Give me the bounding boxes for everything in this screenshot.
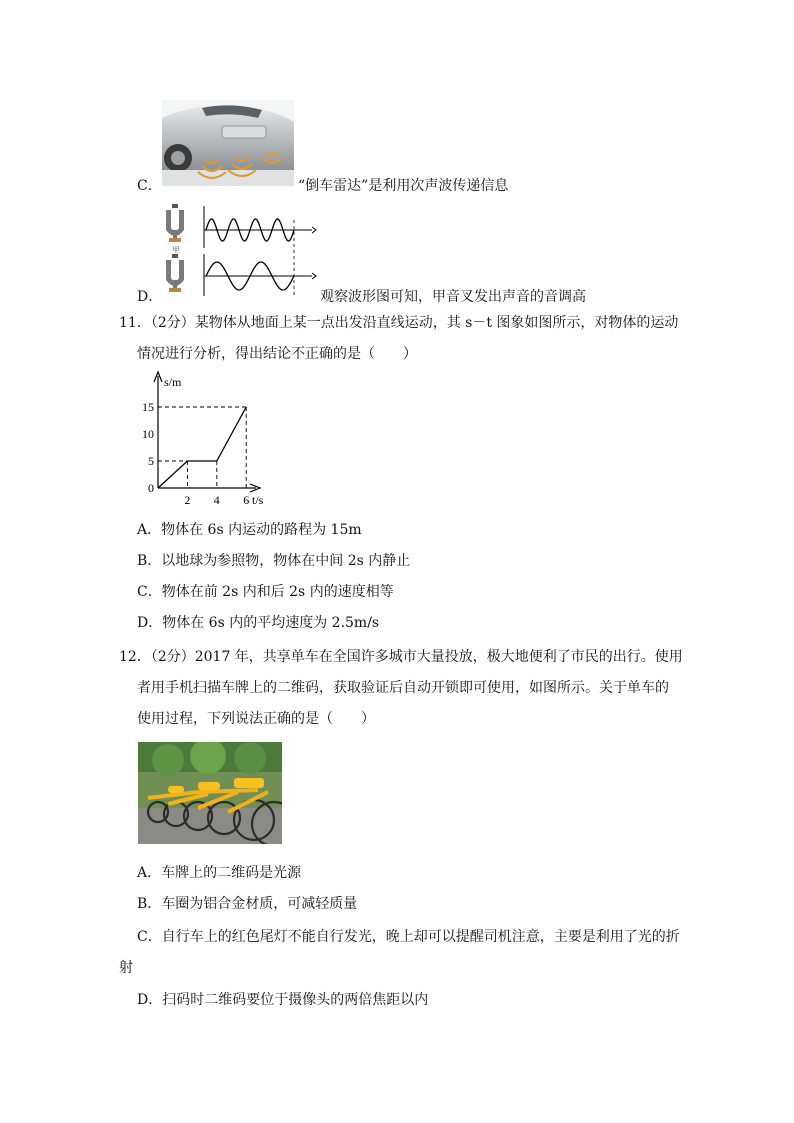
q12-option-a: A．车牌上的二维码是光源 <box>137 865 302 881</box>
q11-stem-line2: 情况进行分析，得出结论不正确的是（ ） <box>137 346 417 362</box>
y-tick-label: 5 <box>148 454 154 468</box>
fork-a-label: 甲 <box>172 246 180 254</box>
q12-option-c-line2: 射 <box>119 960 133 976</box>
tuning-fork-waveform-figure <box>162 200 318 300</box>
q12-option-c-line1: C．自行车上的红色尾灯不能自行发光，晚上却可以提醒司机注意，主要是利用了光的折 <box>137 929 680 945</box>
option-d-label: D． <box>137 289 163 305</box>
y-axis-label: s/m <box>164 375 182 389</box>
y-tick-label: 15 <box>142 400 154 414</box>
option-c-text: “倒车雷达”是利用次声波传递信息 <box>298 178 509 194</box>
x-tick-label: 6 <box>243 493 250 507</box>
series-line <box>158 407 246 488</box>
q11-stem-line1: 11．（2分）某物体从地面上某一点出发沿直线运动，其 s－t 图象如图所示，对物体的运动 <box>119 315 679 331</box>
q11-option-d: D．物体在 6s 内的平均速度为 2.5m/s <box>137 615 380 631</box>
y-tick-label: 10 <box>142 427 154 441</box>
y-tick-label: 0 <box>148 481 154 495</box>
q12-option-b: B．车圈为铝合金材质，可减轻质量 <box>137 896 358 912</box>
st-graph <box>138 368 268 508</box>
car-radar-image <box>162 100 294 186</box>
x-axis-label: t/s <box>252 493 264 507</box>
q11-option-c: C．物体在前 2s 内和后 2s 内的速度相等 <box>137 584 394 600</box>
x-tick-label: 2 <box>184 493 191 507</box>
q11-option-a: A．物体在 6s 内运动的路程为 15m <box>137 522 362 538</box>
shared-bikes-photo <box>138 742 282 844</box>
q12-stem-line1: 12．（2分）2017 年，共享单车在全国许多城市大量投放，极大地便利了市民的出行。使用 <box>119 649 683 665</box>
option-c-label: C． <box>137 178 162 194</box>
q12-stem-line3: 使用过程，下列说法正确的是（ ） <box>137 711 375 727</box>
option-d-text: 观察波形图可知，甲音叉发出声音的音调高 <box>320 289 586 305</box>
q12-stem-line2: 者用手机扫描车牌上的二维码，获取验证后自动开锁即可使用，如图所示。关于单车的 <box>137 680 669 696</box>
tuning-fork-a-icon <box>166 204 184 242</box>
q11-option-b: B．以地球为参照物，物体在中间 2s 内静止 <box>137 553 411 569</box>
tuning-fork-b-icon <box>166 254 184 292</box>
q12-option-d: D．扫码时二维码要位于摄像头的两倍焦距以内 <box>137 992 429 1008</box>
x-tick-label: 4 <box>213 493 220 507</box>
